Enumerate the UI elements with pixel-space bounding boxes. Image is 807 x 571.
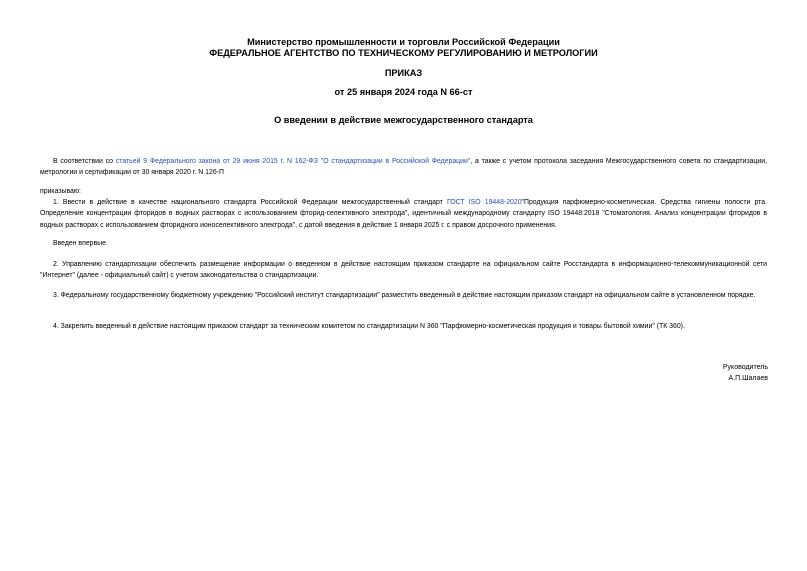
preamble-paragraph [40, 156, 767, 179]
document-title: О введении в действие межгосударственного стандарта [274, 115, 533, 125]
item-1-paragraph [40, 197, 767, 231]
item-1-text-start: 1. Ввести в действие в качестве национального стандарта Российской Федерации межгосударственный стандарт [53, 199, 447, 206]
preamble-text-start: В соответствии со [53, 158, 116, 165]
item-2-paragraph: 2. Управлению стандартизации обеспечить размещение информации о введенном в действие настоящим приказом стандарте на официальном сайте Росстандарта в информационно-телекоммуникационной сети "Интернет" (далее - официальный сайт) с учетом законодательства о стандартизации. [40, 261, 767, 280]
signature-role: Руководитель [722, 364, 768, 371]
date-number-heading: от 25 января 2024 года N 66-ст [334, 87, 473, 97]
order-word: приказываю: [40, 188, 81, 195]
signature-name: А.П.Шалаев [728, 375, 768, 382]
agency-heading: ФЕДЕРАЛЬНОЕ АГЕНТСТВО ПО ТЕХНИЧЕСКОМУ РЕГУЛИРОВАНИЮ И МЕТРОЛОГИИ [209, 48, 598, 58]
doc-type-heading: ПРИКАЗ [384, 68, 423, 78]
gost-standard-link[interactable]: ГОСТ ISO 19448-2020 [446, 199, 522, 206]
item-3-paragraph: 3. Федеральному государственному бюджетному учреждению "Российский институт стандартизации" разместить введенный в действие настоящим приказом стандарт на официальном сайте в установленном порядке. [53, 292, 756, 299]
item-1-text-end: "Продукция парфюмерно-косметическая. Средства гигиены полости рта. Определение концентрации фторидов в водных растворах с использованием фторид-селективного электрода", идентичный международному стандарту ISO 19448:2018 "Стоматология. Анализ концентрации фторидов в водных растворах с использованием фторидного ионоселективного электрода", с датой введения в действие 1 января 2025 г. с правом досрочного применения. [40, 199, 767, 229]
item-4-paragraph: 4. Закрепить введенный в действие настоящим приказом стандарт за техническим комитетом по стандартизации N 360 "Парфюмерно-косметическая продукция и товары бытовой химии" (ТК 360). [53, 323, 685, 330]
ministry-heading: Министерство промышленности и торговли Российской Федерации [247, 37, 560, 47]
first-time-note: Введен впервые. [53, 240, 108, 247]
preamble-text-end: , а также с учетом протокола заседания Межгосударственного совета по стандартизации, метрологии и сертификации от 30 января 2020 г. N 126-П [40, 158, 767, 177]
federal-law-link[interactable]: статьей 9 Федерального закона от 29 июня 2015 г. N 162-ФЗ "О стандартизации в Российской Федерации" [115, 158, 471, 165]
